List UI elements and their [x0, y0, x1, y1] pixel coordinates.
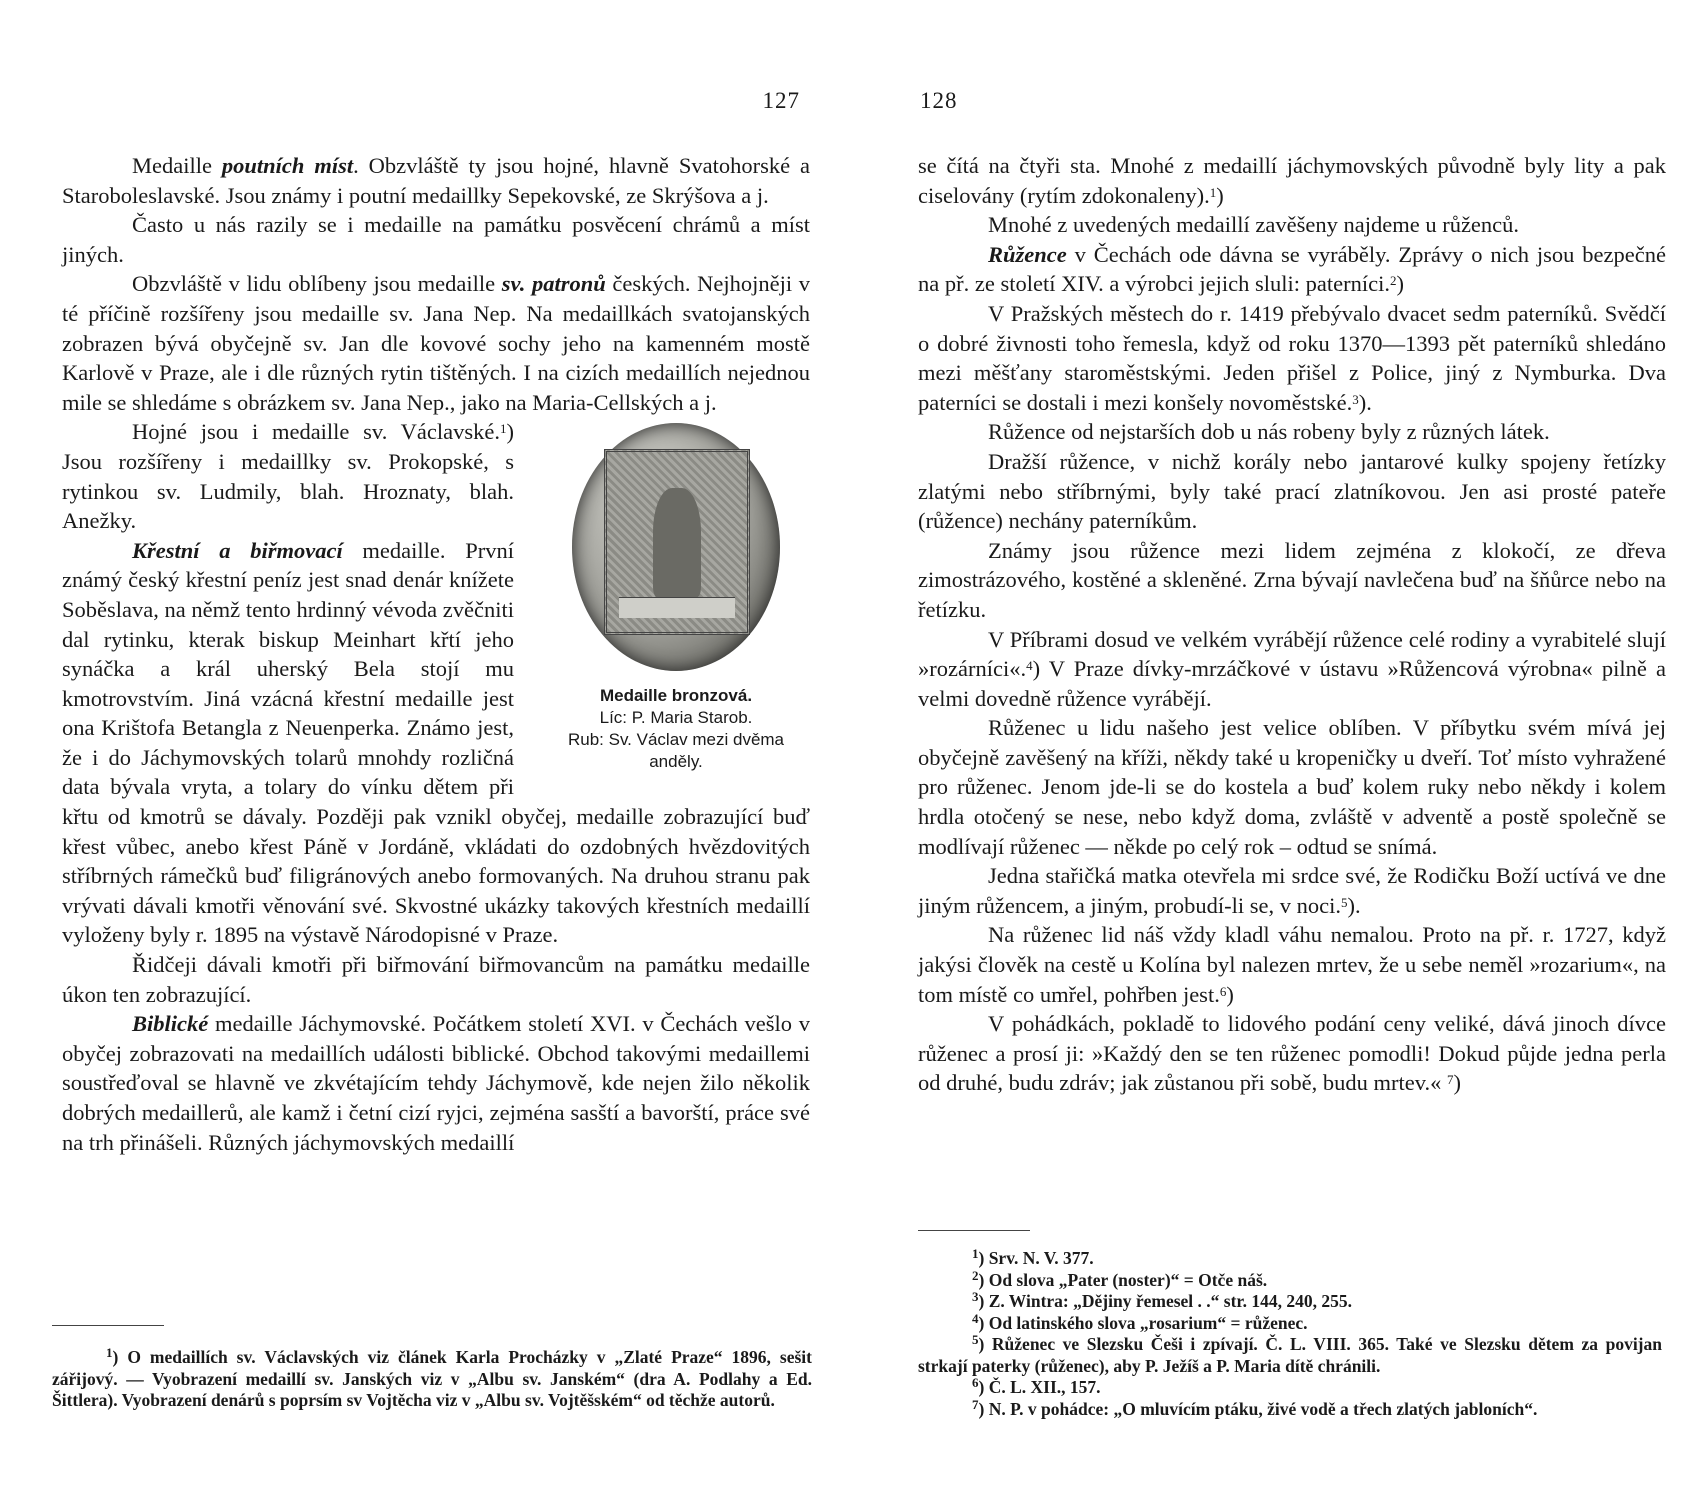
emphasis: poutních míst	[221, 153, 354, 178]
footnote-text: ) Č. L. XII., 157.	[978, 1377, 1101, 1397]
footnote	[918, 1291, 1662, 1313]
text: českých. Nejhojněji v té příčině rozšířeny jsou medaille sv. Jana Nep. Na medaillkách svatojanských zobrazen bývá obyčejně sv. Jan dle kovové sochy jeho na kamenném mostě Karlově v Praze, ale i dle různých rytin tištěných. I na cizích medaillích nejednou mile se shledáme s obrázkem sv. Jana Nep., jako na Maria-Cellských a j.	[62, 271, 810, 415]
footnote-ref: 3	[1352, 391, 1359, 407]
footnote-ref: 7	[1447, 1072, 1454, 1088]
text: medaille Jáchymovské. Počátkem století XVI. v Čechách vešlo v obyčej zobrazovati na medaillích události biblické. Obchod takovými medaillemi soustřeďoval se hlavně ve zkvétajícím tehdy Jáchymově, kde nejen žilo několik dobrých medaillerů, ale kamž i četní cizí ryjci, zejména sasští a bavorští, práce své na trh přinášeli. Různých jáchymovských medaillí	[62, 1011, 810, 1155]
paragraph	[62, 1009, 810, 1157]
footnote-text: ) Růženec ve Slezsku Češi i zpívají. Č. L. VIII. 365. Také ve Slezsku dětem za povijan strkají paterky (růženec), aby P. Ježíš a P. Maria dítě chránili.	[918, 1334, 1662, 1376]
medal-frame	[604, 449, 750, 635]
text: ) V Praze dívky-mrzáčkové v ústavu »Růžencová výrobna« pilně a velmi dovedně růžence vyrábějí.	[918, 656, 1666, 711]
caption-title: Medaille bronzová.	[599, 686, 753, 706]
emphasis: Růžence	[988, 241, 1067, 267]
footnote-number: 3	[972, 1289, 979, 1304]
medal-madonna-figure	[653, 488, 701, 598]
paragraph: Dražší růžence, v nichž korály nebo jantarové kulky spojeny řetízky zlatými nebo stříbrnými, byly také prací zlatníkovou. Jen asi prosté pateře (růžence) nechány paterníkům.	[918, 448, 1666, 534]
text: v Čechách ode dávna se vyráběly. Zprávy o nich jsou bezpečné na př. ze století XIV. a výrobci jejich sluli: paterníci.	[918, 241, 1666, 297]
left-text-column	[62, 151, 810, 1157]
paragraph	[918, 861, 1666, 920]
footnote-ref: 2	[1389, 273, 1397, 289]
footnote	[918, 1334, 1662, 1377]
text: Obzvláště v lidu oblíbeny jsou medaille	[132, 271, 502, 297]
paragraph: Známy jsou růžence mezi lidem zejména z klokočí, ze dřeva zimostrázového, kostěné a skleněné. Zrna bývají navlečena buď na šňůrce nebo na řetízku.	[918, 537, 1666, 622]
paragraph: Často u nás razily se i medaille na památku posvěcení chrámů a míst jiných.	[62, 212, 810, 267]
paragraph	[62, 151, 810, 210]
footnote	[918, 1310, 1662, 1335]
text: . Obzvláště ty jsou hojné, hlavně Svatohorské a Staroboleslavské. Jsou známy i poutní medaillky Sepekovské, ze Skrýšova a j.	[62, 153, 810, 208]
footnote-number: 4	[972, 1310, 979, 1326]
footnote	[918, 1377, 1662, 1399]
emphasis: sv. patronů	[501, 271, 606, 297]
footnote-text: ) Od slova „Pater (noster)“ = Otče náš.	[978, 1269, 1268, 1290]
footnote-number: 6	[972, 1375, 979, 1390]
emphasis: Biblické	[132, 1011, 209, 1037]
paragraph: Růžence od nejstarších dob u nás robeny byly z různých látek.	[988, 419, 1550, 445]
text: se čítá na čtyři sta. Mnohé z medaillí jáchymovských původně byly lity a pak ciselovány (rytím zdokonaleny).	[918, 153, 1666, 208]
right-text-column	[918, 151, 1666, 1098]
text: Na růženec lid náš vždy kladl váhu nemalou. Proto na př. r. 1727, když jakýsi člověk na cestě u Kolína byl nalezen mrtev, že u sebe neměl »rozarium«, na tom místě co umřel, pohřben jest.	[918, 922, 1666, 1007]
figure-wrap-block	[62, 417, 810, 950]
medal-inscription-band	[619, 597, 735, 618]
footnote	[918, 1267, 1662, 1292]
paragraph	[918, 625, 1666, 714]
footnote	[52, 1347, 812, 1412]
text: Hojné jsou i medaille sv. Václavské.	[132, 419, 500, 445]
paragraph: Mnohé z uvedených medaillí zavěšeny najdeme u růženců.	[988, 212, 1520, 238]
footnote-number: 5	[972, 1332, 979, 1347]
paragraph	[918, 151, 1666, 210]
right-page	[852, 0, 1704, 1500]
paragraph	[62, 269, 810, 417]
text: Medaille	[132, 153, 222, 178]
text: Jedna stařičká matka otevřela mi srdce své, že Rodičku Boží uctívá ve dne jiným růžencem, a jiným, probudí-li se, v noci.	[918, 863, 1666, 918]
text: V Příbrami dosud ve velkém vyrábějí růžence celé rodiny a vyrabitelé slují »rozárníci«.	[918, 626, 1666, 682]
page-number-right: 128	[920, 88, 958, 113]
footnote-text: ) N. P. v pohádce: „O mluvícím ptáku, živé vodě a třech zlatých jabloních“.	[978, 1398, 1538, 1419]
footnote-text: ) Srv. N. V. 377.	[978, 1248, 1094, 1268]
text: )	[1226, 981, 1234, 1007]
footnote-ref: 1	[1209, 184, 1217, 200]
text: ).	[1347, 892, 1361, 918]
text: ) Jsou rozšířeny i medaillky sv. Prokopské, s rytinkou sv. Ludmily, blah. Hroznaty, blah. Anežky.	[62, 419, 514, 534]
paragraph: Růženec u lidu našeho jest velice oblíben. V příbytku svém mívá jej obyčejně zavěšený na kříži, někdy také u kropeničky u dveří. Toť místo vyhražené pro růženec. Jenom jde-li se do kostela a buď kolem ruky nebo někdy i kolem hrdla otočený se nese, nebo když doma, zvláště v adventě a postě společně se modlívají růženec — někde po celý rok – odtud se snímá.	[918, 715, 1666, 859]
paragraph	[918, 1009, 1666, 1098]
paragraph	[918, 920, 1666, 1009]
text: )	[1216, 182, 1224, 208]
figure-caption	[542, 685, 810, 773]
footnote-text: ) O medaillích sv. Václavských viz článek Karla Procházky v „Zlaté Praze“ 1896, sešit zářijový. — Vyobrazení medaillí sv. Janských viz v „Albu sv. Janském“ (dra A. Podlahy a Ed. Šittlera). Vyobrazení denárů s poprsím sv Vojtěcha viz v „Albu sv. Vojtěšském“ od těchže autorů.	[52, 1347, 812, 1410]
footnote-ref: 1	[500, 421, 507, 437]
footnote-number: 1	[106, 1345, 113, 1360]
bronze-medal-image	[572, 423, 780, 671]
right-footnotes	[918, 1248, 1662, 1420]
footnote-rule	[918, 1230, 1030, 1231]
text: ).	[1358, 389, 1372, 415]
footnote	[918, 1396, 1662, 1421]
footnote-number: 2	[972, 1267, 979, 1283]
footnote-number: 1	[972, 1246, 979, 1261]
footnote-ref: 5	[1341, 894, 1348, 910]
paragraph	[918, 299, 1666, 417]
text: V Pražských městech do r. 1419 přebývalo dvacet sedm paterníků. Svědčí o dobré živnosti toho řemesla, když od roku 1370—1393 pět paterníků shledáno mezi měšťany staroměstskými. Jeden přišel z Police, jiný z Nymburka. Dva paterníci se dostali i mezi konšely novoměstské.	[918, 300, 1666, 415]
footnote-number: 7	[972, 1396, 979, 1412]
paragraph: Řidčeji dávali kmotři při biřmování biřmovancům na památku medaille úkon ten zobrazující.	[62, 952, 810, 1007]
text: medaille. První známý český křestní peníz jest snad denár knížete Soběslava, na němž tento hrdinný vévoda zvěčniti dal rytinku, kterak biskup Meinhart křtí jeho synáčka a král uherský Bela stojí mu kmotrovstvím. Jiná vzácná křestní medaille jest ona Krištofa Betangla z Neuenperka. Známo jest, že i do Jáchymovských tolarů mnohdy rozličná data bývala vryta, a tolary do vínku dětem při křtu od kmotrů se dávaly. Později pak vznikl obyčej, medaille zobrazující buď křest vůbec, anebo křest Páně v Jordáně, vkládati do ozdobných hvězdovitých stříbrných rámečků buď filigránových anebo formovaných. Na druhou stranu pak vrývati dávali kmotři věnování své. Skvostné ukázky takových křestních medaillí vyloženy byly r. 1895 na výstavě Národopisné v Praze.	[62, 537, 810, 948]
left-footnotes	[52, 1347, 812, 1412]
caption-line: Líc: P. Maria Starob.	[599, 708, 753, 728]
footnote-text: ) Z. Wintra: „Dějiny řemesel . .“ str. 144, 240, 255.	[978, 1291, 1352, 1311]
page-number-left: 127	[762, 88, 800, 113]
footnote-ref: 6	[1219, 983, 1227, 999]
text: V pohádkách, pokladě to lidového podání ceny veliké, dává jinoch dívce růženec a prosí ji: »Každý den se ten růženec pomodli! Dokud půjde jedna perla od druhé, budu zdráv; jak zůstanou při sobě, budu mrtev.«	[918, 1011, 1666, 1096]
text: )	[1396, 271, 1404, 297]
medal-figure	[542, 423, 810, 773]
text: )	[1453, 1070, 1462, 1096]
footnote-rule	[52, 1325, 164, 1326]
footnote	[918, 1248, 1662, 1270]
caption-line: Rub: Sv. Václav mezi dvěma anděly.	[567, 730, 785, 772]
paragraph	[918, 240, 1666, 299]
emphasis: Křestní a biřmovací	[132, 537, 343, 563]
footnote-ref: 4	[1026, 658, 1033, 674]
footnote-text: ) Od latinského slova „rosarium“ = růženec.	[978, 1312, 1308, 1333]
